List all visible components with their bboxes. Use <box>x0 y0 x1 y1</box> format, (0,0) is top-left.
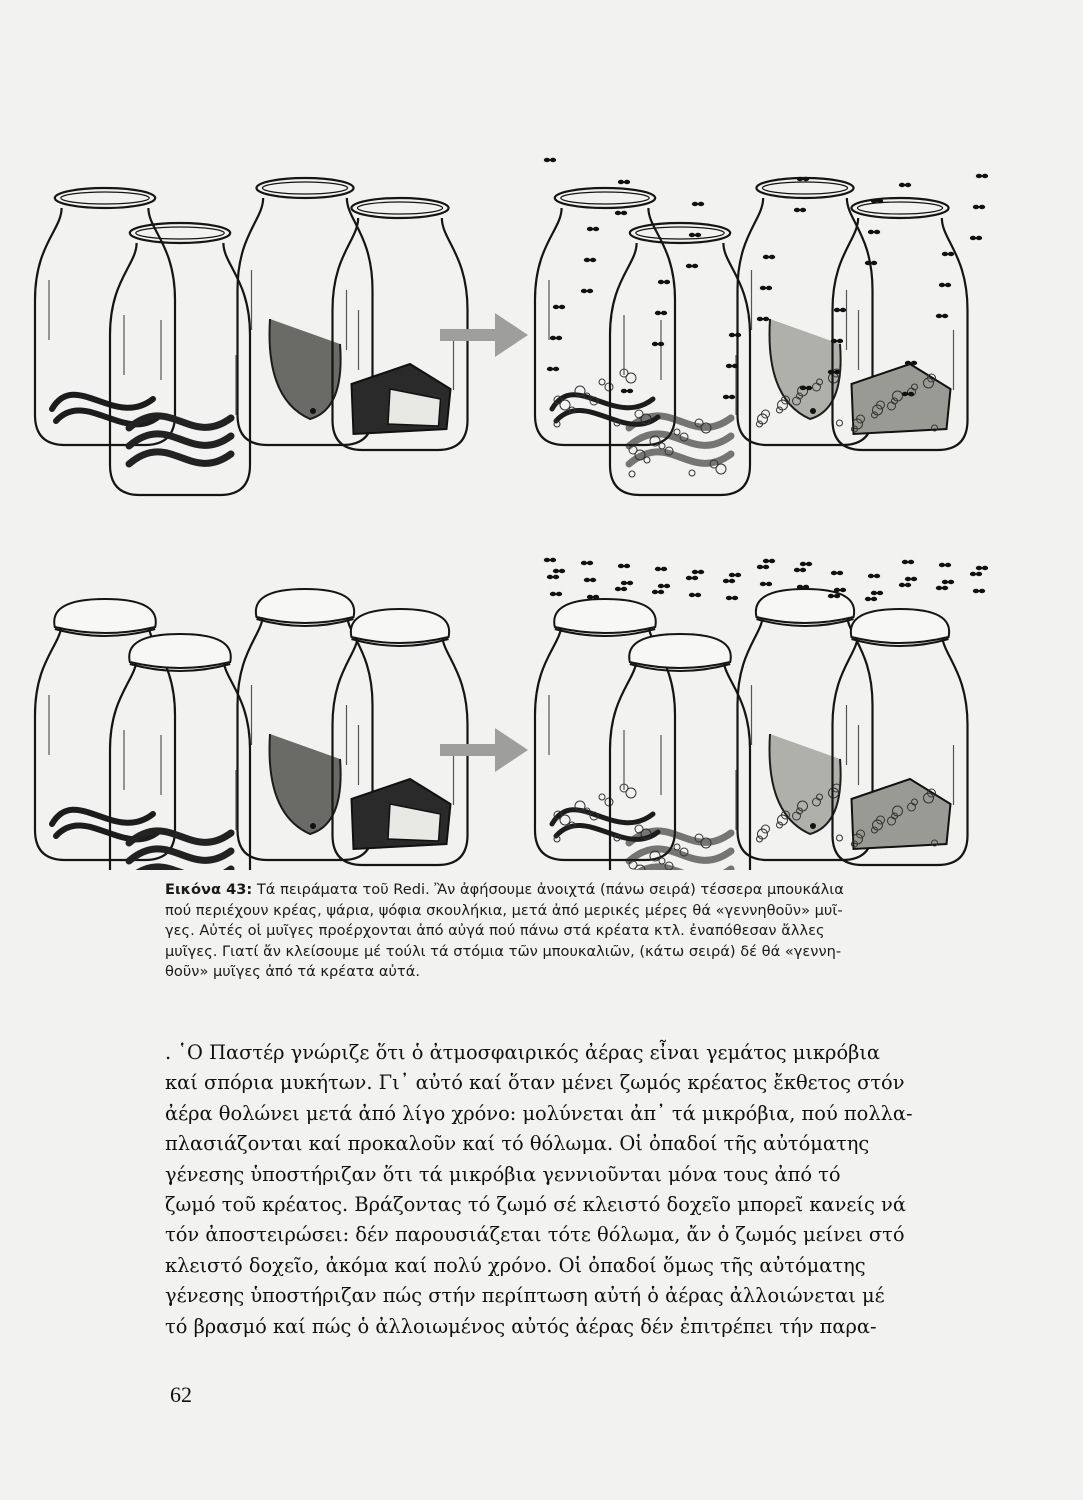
fly-icon <box>584 258 590 262</box>
fly-icon <box>837 571 843 575</box>
body-line: . ῾Ο Παστέρ γνώριζε ὅτι ὁ ἀτμοσφαιρικός ἀέρας εἶναι γεμάτος μικρόβια <box>165 1041 881 1064</box>
jar-worms-rotten-covered <box>610 634 750 870</box>
jar-rim <box>55 188 155 208</box>
jar-meat-rotten-open <box>833 198 968 450</box>
caption-line: θοῦν» μυῖγες ἀπό τά κρέατα αὐτά. <box>165 963 420 980</box>
fly-icon <box>834 594 840 598</box>
fly-icon <box>593 595 599 599</box>
fly-icon <box>828 370 834 374</box>
fly-icon <box>757 317 763 321</box>
fly-icon <box>982 174 988 178</box>
fly-icon <box>624 564 630 568</box>
fly-icon <box>908 392 914 396</box>
caption-line: πού περιέχουν κρέας, ψάρια, ψόφια σκουλήκια, μετά ἀπό μερικές μέρες θά «γεννηθοῦν» μυῖ- <box>165 901 843 919</box>
fly-icon <box>553 575 559 579</box>
fish-eye <box>310 823 316 829</box>
fly-icon <box>587 227 593 231</box>
fly-icon <box>587 595 593 599</box>
fly-icon <box>621 211 627 215</box>
fly-icon <box>547 575 553 579</box>
caption-line: μυῖγες. Γιατί ἄν κλείσουμε μέ τούλι τά στόμια τῶν μπουκαλιῶν, (κάτω σειρά) δέ θά «γεννη- <box>165 942 842 960</box>
jar-outline <box>35 208 175 445</box>
maggot-texture <box>659 858 665 864</box>
body-paragraph <box>165 1038 1045 1342</box>
fly-icon <box>587 561 593 565</box>
fly-icon <box>794 568 800 572</box>
fly-icon <box>664 280 670 284</box>
fly-icon <box>806 562 812 566</box>
fly-icon <box>976 572 982 576</box>
fly-icon <box>726 364 732 368</box>
fly-icon <box>544 158 550 162</box>
fly-icon <box>698 570 704 574</box>
fly-icon <box>936 314 942 318</box>
fly-icon <box>936 586 942 590</box>
fly-icon <box>800 386 806 390</box>
jar-outline <box>535 208 675 445</box>
fly-icon <box>939 283 945 287</box>
fly-icon <box>769 559 775 563</box>
fly-icon <box>871 597 877 601</box>
fly-icon <box>837 339 843 343</box>
fly-icon <box>661 567 667 571</box>
fly-icon <box>692 570 698 574</box>
maggot-texture <box>659 443 665 449</box>
jar-eel-open <box>35 188 175 445</box>
jar-meat-open <box>333 198 468 450</box>
maggot-texture <box>837 420 843 426</box>
fly-icon <box>664 584 670 588</box>
fly-icon <box>735 333 741 337</box>
maggot-texture <box>674 429 680 435</box>
fly-icon <box>973 205 979 209</box>
jars-figure-svg <box>20 140 1070 870</box>
maggot-texture <box>599 379 605 385</box>
fly-icon <box>655 311 661 315</box>
jar-meat-rotten-covered <box>833 609 968 865</box>
tulle-cover <box>756 589 854 623</box>
fly-icon <box>593 227 599 231</box>
fly-icon <box>658 342 664 346</box>
jar-rim-inner <box>262 182 347 194</box>
tulle-cover <box>351 609 449 643</box>
fly-icon <box>615 211 621 215</box>
fly-icon <box>729 333 735 337</box>
maggot-texture <box>644 457 650 463</box>
fly-icon <box>686 576 692 580</box>
body-line: ζωμό τοῦ κρέατος. Βράζοντας τό ζωμό σέ κλειστό δοχεῖο μπορεῖ κανείς νά <box>165 1193 906 1217</box>
fly-icon <box>556 592 562 596</box>
fly-icon <box>828 594 834 598</box>
fly-icon <box>621 581 627 585</box>
fly-icon <box>559 569 565 573</box>
body-line: γένεσης ὑποστήριζαν πώς στήν περίπτωση αὐτή ὁ ἀέρας ἀλλοιώνεται μέ <box>165 1284 885 1308</box>
fly-icon <box>615 587 621 591</box>
fly-icon <box>834 370 840 374</box>
fly-icon <box>553 367 559 371</box>
fly-icon <box>627 389 633 393</box>
fly-icon <box>732 596 738 600</box>
fly-icon <box>871 199 877 203</box>
fly-icon <box>760 582 766 586</box>
fly-icon <box>760 286 766 290</box>
fly-icon <box>831 339 837 343</box>
fly-icon <box>587 289 593 293</box>
jar-rim-inner <box>357 202 442 214</box>
fly-icon <box>797 177 803 181</box>
jar-rim-inner <box>762 182 847 194</box>
caption-line: γες. Αὐτές οἱ μυῖγες προέρχονται ἀπό αὐγά πού πάνω στά κρέατα κτλ. ἐναπόθεσαν ἄλλες <box>165 922 825 939</box>
fly-icon <box>908 560 914 564</box>
fly-icon <box>590 578 596 582</box>
fly-icon <box>905 361 911 365</box>
jar-rim-inner <box>857 202 942 214</box>
tulle-cover <box>554 599 656 633</box>
redi-experiment-illustration <box>20 140 1070 870</box>
fly-icon <box>905 183 911 187</box>
fly-icon <box>624 180 630 184</box>
caption-text: Τά πειράματα τοῦ Redi. Ἂν ἀφήσουμε ἀνοιχτά (πάνω σειρά) τέσσερα μπουκάλια <box>256 881 844 898</box>
jar-rim <box>130 223 230 243</box>
fly-icon <box>942 314 948 318</box>
fly-icon <box>544 558 550 562</box>
fly-icon <box>729 395 735 399</box>
fly-icon <box>902 392 908 396</box>
jar-rim-inner <box>561 192 649 204</box>
fly-icon <box>692 264 698 268</box>
fly-icon <box>794 208 800 212</box>
fly-icon <box>942 252 948 256</box>
fly-icon <box>942 586 948 590</box>
jar-rim-inner <box>136 227 224 239</box>
fly-icon <box>550 592 556 596</box>
fly-icon <box>800 562 806 566</box>
fly-icon <box>618 564 624 568</box>
worm-shape <box>129 867 231 870</box>
maggot-texture <box>629 471 635 477</box>
jar-meat-covered <box>333 609 468 865</box>
fly-icon <box>695 233 701 237</box>
fly-icon <box>627 581 633 585</box>
fish-shape <box>270 319 341 419</box>
fly-icon <box>726 596 732 600</box>
fly-icon <box>803 177 809 181</box>
page-number: 62 <box>170 1382 192 1407</box>
fly-icon <box>868 574 874 578</box>
fly-icon <box>590 258 596 262</box>
fly-icon <box>806 386 812 390</box>
fly-icon <box>834 588 840 592</box>
fly-icon <box>661 311 667 315</box>
fly-icon <box>581 561 587 565</box>
fly-icon <box>581 289 587 293</box>
fly-icon <box>868 230 874 234</box>
tulle-cover <box>851 609 949 643</box>
fish-eye <box>310 408 316 414</box>
fly-icon <box>982 566 988 570</box>
body-line: ἀέρα θολώνει μετά ἀπό λίγο χρόνο: μολύνεται ἀπ᾽ τά μικρόβια, πού πολλα- <box>165 1101 913 1125</box>
fly-icon <box>877 199 883 203</box>
maggot-texture <box>689 470 695 476</box>
maggot-texture <box>837 835 843 841</box>
fly-icon <box>695 593 701 597</box>
fish-eye <box>810 408 816 414</box>
fish-shape <box>770 319 841 419</box>
fly-icon <box>769 255 775 259</box>
maggot-texture <box>599 794 605 800</box>
fly-icon <box>723 395 729 399</box>
fly-icon <box>945 563 951 567</box>
body-line: πλασιάζονται καί προκαλοῦν καί τό θόλωμα. Οἱ ὀπαδοί τῆς αὐτόματης <box>165 1132 870 1156</box>
fly-icon <box>874 574 880 578</box>
fly-icon <box>550 558 556 562</box>
tulle-cover <box>629 634 731 668</box>
fly-icon <box>652 590 658 594</box>
fly-icon <box>556 336 562 340</box>
jar-worms-rotten-open <box>610 223 750 495</box>
fly-icon <box>553 305 559 309</box>
fly-icon <box>652 342 658 346</box>
fly-icon <box>979 589 985 593</box>
fly-icon <box>547 367 553 371</box>
fly-icon <box>831 571 837 575</box>
fly-icon <box>658 280 664 284</box>
jar-rim <box>256 178 353 198</box>
jar-rim <box>851 198 948 218</box>
fly-icon <box>658 590 664 594</box>
fly-icon <box>735 573 741 577</box>
fly-icon <box>692 576 698 580</box>
worm-shape <box>629 416 731 428</box>
body-line: καί σπόρια μυκήτων. Γι᾽ αὐτό καί ὅταν μένει ζωμός κρέατος ἔκθετος στόν <box>165 1071 905 1095</box>
fly-icon <box>871 261 877 265</box>
fly-icon <box>800 208 806 212</box>
fly-icon <box>800 568 806 572</box>
fly-icon <box>970 572 976 576</box>
fly-icon <box>655 567 661 571</box>
figure-caption <box>165 880 1045 983</box>
fly-icon <box>803 585 809 589</box>
fly-icon <box>942 580 948 584</box>
fly-icon <box>692 202 698 206</box>
fly-icon <box>865 261 871 265</box>
fly-icon <box>766 286 772 290</box>
fly-icon <box>658 584 664 588</box>
fly-icon <box>911 577 917 581</box>
jar-rim <box>630 223 730 243</box>
fly-icon <box>689 233 695 237</box>
fly-icon <box>763 255 769 259</box>
fly-icon <box>763 565 769 569</box>
fly-icon <box>899 183 905 187</box>
jar-worms-open <box>110 223 250 495</box>
jar-rim-inner <box>636 227 724 239</box>
fish-shape <box>270 734 341 834</box>
tulle-cover <box>54 599 156 633</box>
fly-icon <box>698 202 704 206</box>
fly-icon <box>550 158 556 162</box>
body-line: τόν ἀποστειρώσει: δέν παρουσιάζεται τότε θόλωμα, ἄν ὁ ζωμός μείνει στό <box>165 1223 905 1247</box>
fly-icon <box>553 569 559 573</box>
fly-icon <box>723 579 729 583</box>
fly-icon <box>550 336 556 340</box>
fly-icon <box>899 583 905 587</box>
fly-icon <box>584 578 590 582</box>
fly-icon <box>763 559 769 563</box>
fly-icon <box>732 364 738 368</box>
fly-icon <box>970 236 976 240</box>
body-line: κλειστό δοχεῖο, ἀκόμα καί πολύ χρόνο. Οἱ ὀπαδοί ὅμως τῆς αὐτόματης <box>165 1253 866 1277</box>
fish-shape <box>770 734 841 834</box>
worm-shape <box>629 831 731 843</box>
jar-rim <box>555 188 655 208</box>
fly-icon <box>911 361 917 365</box>
tulle-cover <box>129 634 231 668</box>
fly-icon <box>840 308 846 312</box>
fly-icon <box>559 305 565 309</box>
body-line: γένεσης ὑποστήριζαν ὅτι τά μικρόβια γεννιοῦνται μόνα τους ἀπό τό <box>165 1162 841 1186</box>
fly-icon <box>948 252 954 256</box>
fly-icon <box>973 589 979 593</box>
maggot-texture <box>674 844 680 850</box>
fly-icon <box>976 174 982 178</box>
caption-label: Εικόνα 43: <box>165 881 253 898</box>
jar-rim-inner <box>61 192 149 204</box>
fly-icon <box>905 577 911 581</box>
fly-icon <box>877 591 883 595</box>
fly-icon <box>948 580 954 584</box>
fly-icon <box>797 585 803 589</box>
fly-icon <box>840 588 846 592</box>
fly-icon <box>618 180 624 184</box>
fly-icon <box>874 230 880 234</box>
fly-icon <box>905 583 911 587</box>
fly-icon <box>865 597 871 601</box>
fly-icon <box>621 389 627 393</box>
caption-line <box>165 880 1045 901</box>
fly-icon <box>757 565 763 569</box>
fly-icon <box>729 573 735 577</box>
fly-icon <box>834 308 840 312</box>
body-line: τό βρασμό καί πώς ὁ ἀλλοιωμένος αὐτός ἀέρας δέν ἐπιτρέπει τήν παρα- <box>165 1314 877 1338</box>
fly-icon <box>871 591 877 595</box>
fly-icon <box>902 560 908 564</box>
jar-rim <box>351 198 448 218</box>
fly-icon <box>729 579 735 583</box>
tulle-cover <box>256 589 354 623</box>
jar-eel-rotten-open <box>535 188 675 445</box>
jar-worms-covered <box>110 634 250 870</box>
fly-icon <box>976 236 982 240</box>
fly-icon <box>686 264 692 268</box>
fly-icon <box>945 283 951 287</box>
worm-shape <box>129 452 231 464</box>
fly-icon <box>979 205 985 209</box>
fly-icon <box>939 563 945 567</box>
fly-icon <box>976 566 982 570</box>
fly-icon <box>621 587 627 591</box>
fish-eye <box>810 823 816 829</box>
fly-icon <box>763 317 769 321</box>
fly-icon <box>689 593 695 597</box>
fly-icon <box>766 582 772 586</box>
